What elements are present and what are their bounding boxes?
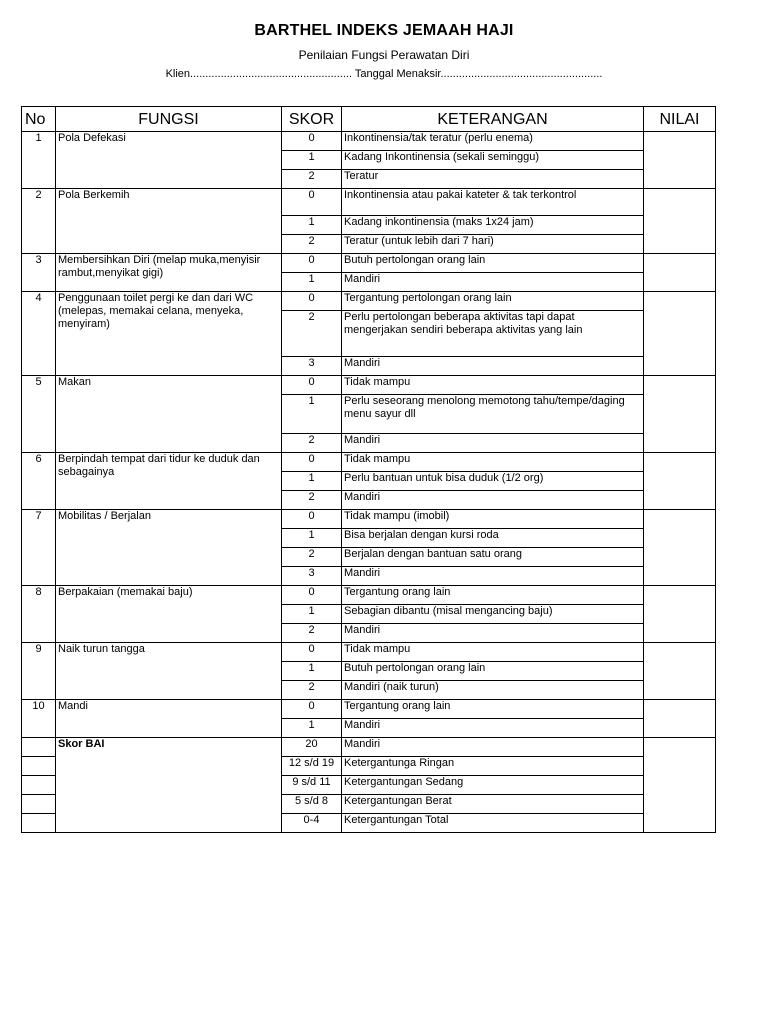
score-value: 1 xyxy=(282,395,342,434)
score-description: Mandiri xyxy=(342,357,644,376)
score-description: Mandiri xyxy=(342,567,644,586)
score-value: 0 xyxy=(282,586,342,605)
function-name: Membersihkan Diri (melap muka,menyisir rambut,menyikat gigi) xyxy=(56,254,282,292)
nilai-cell[interactable] xyxy=(644,510,716,586)
summary-score-range: 12 s/d 19 xyxy=(282,757,342,776)
score-value: 0 xyxy=(282,453,342,472)
score-description: Perlu seseorang menolong memotong tahu/tempe/daging menu sayur dll xyxy=(342,395,644,434)
nilai-cell[interactable] xyxy=(644,453,716,510)
score-value: 3 xyxy=(282,357,342,376)
summary-score-range: 20 xyxy=(282,738,342,757)
score-value: 0 xyxy=(282,700,342,719)
summary-number-cell xyxy=(22,776,56,795)
table-row xyxy=(22,132,716,151)
score-description: Butuh pertolongan orang lain xyxy=(342,254,644,273)
nilai-cell[interactable] xyxy=(644,700,716,738)
score-value: 2 xyxy=(282,681,342,700)
summary-label: Skor BAI xyxy=(56,738,282,833)
score-value: 0 xyxy=(282,254,342,273)
function-name: Pola Defekasi xyxy=(56,132,282,189)
row-number: 2 xyxy=(22,189,56,254)
summary-nilai-cell[interactable] xyxy=(644,738,716,833)
table-row xyxy=(22,453,716,472)
score-description: Tergantung orang lain xyxy=(342,700,644,719)
score-description: Mandiri xyxy=(342,273,644,292)
score-description: Mandiri (naik turun) xyxy=(342,681,644,700)
score-description: Tidak mampu xyxy=(342,376,644,395)
summary-score-range: 5 s/d 8 xyxy=(282,795,342,814)
score-description: Teratur (untuk lebih dari 7 hari) xyxy=(342,235,644,254)
score-description: Kadang Inkontinensia (sekali seminggu) xyxy=(342,151,644,170)
document-subtitle: Penilaian Fungsi Perawatan Diri xyxy=(298,48,470,62)
score-value: 2 xyxy=(282,548,342,567)
score-value: 1 xyxy=(282,472,342,491)
row-number: 3 xyxy=(22,254,56,292)
score-value: 2 xyxy=(282,491,342,510)
summary-row xyxy=(22,738,716,757)
score-description: Butuh pertolongan orang lain xyxy=(342,662,644,681)
summary-score-range: 9 s/d 11 xyxy=(282,776,342,795)
table-row xyxy=(22,700,716,719)
score-description: Tidak mampu xyxy=(342,643,644,662)
score-value: 1 xyxy=(282,662,342,681)
score-value: 2 xyxy=(282,311,342,357)
table-row xyxy=(22,376,716,395)
score-description: Teratur xyxy=(342,170,644,189)
barthel-index-table xyxy=(21,106,716,833)
score-value: 0 xyxy=(282,189,342,216)
table-row xyxy=(22,254,716,273)
score-description: Kadang inkontinensia (maks 1x24 jam) xyxy=(342,216,644,235)
function-name: Naik turun tangga xyxy=(56,643,282,700)
score-description: Perlu pertolongan beberapa aktivitas tapi dapat mengerjakan sendiri beberapa aktivitas yang lain xyxy=(342,311,644,357)
function-name: Mandi xyxy=(56,700,282,738)
score-description: Mandiri xyxy=(342,624,644,643)
score-description: Mandiri xyxy=(342,491,644,510)
table-row xyxy=(22,510,716,529)
score-value: 0 xyxy=(282,510,342,529)
column-header-nilai: NILAI xyxy=(644,107,716,132)
nilai-cell[interactable] xyxy=(644,132,716,189)
table-row xyxy=(22,189,716,216)
document-title: BARTHEL INDEKS JEMAAH HAJI xyxy=(254,22,514,39)
table-row xyxy=(22,586,716,605)
function-name: Berpindah tempat dari tidur ke duduk dan sebagainya xyxy=(56,453,282,510)
nilai-cell[interactable] xyxy=(644,643,716,700)
row-number: 6 xyxy=(22,453,56,510)
score-description: Tergantung orang lain xyxy=(342,586,644,605)
score-value: 2 xyxy=(282,624,342,643)
summary-description: Ketergantungan Sedang xyxy=(342,776,644,795)
score-description: Mandiri xyxy=(342,434,644,453)
summary-score-range: 0-4 xyxy=(282,814,342,833)
score-value: 1 xyxy=(282,216,342,235)
score-value: 1 xyxy=(282,605,342,624)
summary-number-cell xyxy=(22,738,56,757)
score-value: 2 xyxy=(282,235,342,254)
nilai-cell[interactable] xyxy=(644,189,716,254)
score-description: Sebagian dibantu (misal mengancing baju) xyxy=(342,605,644,624)
summary-number-cell xyxy=(22,814,56,833)
score-value: 3 xyxy=(282,567,342,586)
score-description: Perlu bantuan untuk bisa duduk (1/2 org) xyxy=(342,472,644,491)
score-value: 0 xyxy=(282,292,342,311)
table-body xyxy=(22,132,716,833)
nilai-cell[interactable] xyxy=(644,292,716,376)
score-description: Bisa berjalan dengan kursi roda xyxy=(342,529,644,548)
score-description: Tidak mampu xyxy=(342,453,644,472)
score-value: 0 xyxy=(282,643,342,662)
summary-description: Mandiri xyxy=(342,738,644,757)
row-number: 9 xyxy=(22,643,56,700)
score-description: Inkontinensia atau pakai kateter & tak terkontrol xyxy=(342,189,644,216)
score-value: 1 xyxy=(282,719,342,738)
score-value: 1 xyxy=(282,151,342,170)
score-description: Mandiri xyxy=(342,719,644,738)
score-value: 0 xyxy=(282,376,342,395)
table-row xyxy=(22,643,716,662)
function-name: Berpakaian (memakai baju) xyxy=(56,586,282,643)
function-name: Penggunaan toilet pergi ke dan dari WC (melepas, memakai celana, menyeka, menyiram) xyxy=(56,292,282,376)
summary-description: Ketergantungan Total xyxy=(342,814,644,833)
nilai-cell[interactable] xyxy=(644,376,716,453)
summary-description: Ketergantunga Ringan xyxy=(342,757,644,776)
row-number: 5 xyxy=(22,376,56,453)
score-value: 1 xyxy=(282,273,342,292)
row-number: 7 xyxy=(22,510,56,586)
row-number: 8 xyxy=(22,586,56,643)
score-value: 2 xyxy=(282,170,342,189)
score-value: 1 xyxy=(282,529,342,548)
function-name: Mobilitas / Berjalan xyxy=(56,510,282,586)
score-description: Berjalan dengan bantuan satu orang xyxy=(342,548,644,567)
score-description: Tidak mampu (imobil) xyxy=(342,510,644,529)
score-value: 0 xyxy=(282,132,342,151)
row-number: 4 xyxy=(22,292,56,376)
function-name: Makan xyxy=(56,376,282,453)
summary-number-cell xyxy=(22,795,56,814)
row-number: 10 xyxy=(22,700,56,738)
column-header-skor: SKOR xyxy=(282,107,342,132)
score-description: Tergantung pertolongan orang lain xyxy=(342,292,644,311)
column-header-no: No xyxy=(22,107,56,132)
nilai-cell[interactable] xyxy=(644,586,716,643)
score-value: 2 xyxy=(282,434,342,453)
column-header-keterangan: KETERANGAN xyxy=(342,107,644,132)
table-header-row xyxy=(22,107,716,132)
summary-number-cell xyxy=(22,757,56,776)
table-row xyxy=(22,292,716,311)
column-header-fungsi: FUNGSI xyxy=(56,107,282,132)
nilai-cell[interactable] xyxy=(644,254,716,292)
function-name: Pola Berkemih xyxy=(56,189,282,254)
row-number: 1 xyxy=(22,132,56,189)
client-date-line: Klien..................................................... Tanggal Menaksir..................................................... xyxy=(165,68,603,80)
score-description: Inkontinensia/tak teratur (perlu enema) xyxy=(342,132,644,151)
summary-description: Ketergantungan Berat xyxy=(342,795,644,814)
